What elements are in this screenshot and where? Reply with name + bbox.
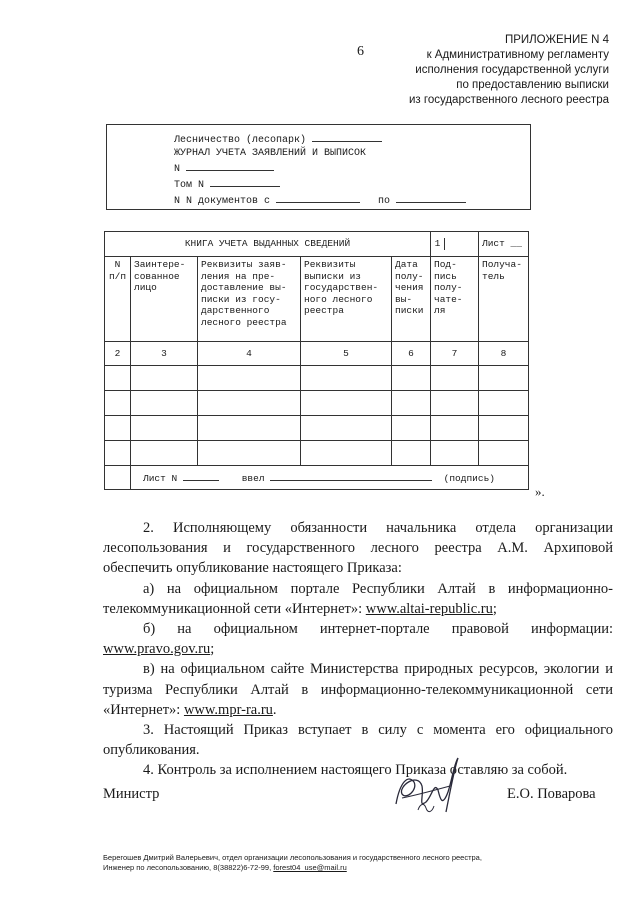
column-number: 2	[105, 342, 131, 366]
annex-header	[349, 33, 609, 108]
column-header: Под- пись полу- чате- ля	[431, 257, 479, 342]
annex-line: из государственного лесного реестра	[408, 94, 609, 106]
column-number: 3	[131, 342, 198, 366]
column-number: 8	[479, 342, 529, 366]
column-header: Получа- тель	[479, 257, 529, 342]
executor-line: Берегошев Дмитрий Валерьевич, отдел организации лесопользования и государственного лесного реестра,	[103, 853, 482, 862]
column-number: 7	[431, 342, 479, 366]
blank-field	[186, 160, 274, 171]
column-number: 5	[301, 342, 392, 366]
annex-line: к Административному регламенту	[426, 49, 609, 61]
blank-field	[396, 192, 466, 203]
column-header: N п/п	[105, 257, 131, 342]
mpr-ra-link[interactable]: www.mpr-ra.ru	[183, 701, 273, 718]
sheet-label: Лист __	[479, 232, 529, 257]
handwritten-signature	[388, 752, 468, 822]
punctuation: ;	[210, 641, 215, 658]
journal-title: ЖУРНАЛ УЧЕТА ЗАЯВЛЕНИЙ И ВЫПИСОК	[174, 148, 367, 159]
column-header: Дата полу- чения вы- писки	[392, 257, 431, 342]
document-footer	[103, 853, 482, 873]
blank-field	[276, 192, 360, 203]
footer-sheet-label: Лист N	[143, 473, 178, 485]
paragraph-2b	[103, 619, 613, 659]
column-header: Заинтере- сованное лицо	[131, 257, 198, 342]
annex-line: исполнения государственной услуги	[415, 64, 609, 76]
journal-table-title: КНИГА УЧЕТА ВЫДАННЫХ СВЕДЕНИЙ	[105, 232, 431, 257]
paragraph-text: а) на официальном портале Республики Алтай в информационно-телекоммуникационной сети «Интернет»:	[103, 580, 613, 617]
table-row	[105, 391, 529, 416]
paragraph-2c	[103, 659, 613, 720]
blank-field	[270, 470, 432, 481]
journal-table	[104, 231, 529, 490]
footer-entered-label: ввел	[241, 473, 265, 485]
blank-field	[183, 470, 219, 481]
altai-republic-link[interactable]: www.altai-republic.ru	[365, 600, 493, 617]
order-body	[103, 518, 613, 781]
documents-to-label: по	[378, 196, 391, 207]
email-link[interactable]: forest04_use@mail.ru	[273, 863, 347, 872]
table-row	[105, 416, 529, 441]
journal-footer-row	[131, 466, 529, 490]
pravo-gov-link[interactable]: www.pravo.gov.ru	[103, 641, 211, 658]
column-number: 6	[392, 342, 431, 366]
column-number: 4	[198, 342, 301, 366]
signatory-position: Министр	[103, 786, 160, 802]
sheet-number: 1	[431, 238, 445, 250]
column-header: Реквизиты заяв- ления на пре- доставление вы- писки из госу- дарственного лесного реестра	[198, 257, 301, 342]
annex-title: ПРИЛОЖЕНИЕ N 4	[504, 34, 609, 46]
punctuation: ;	[492, 600, 497, 617]
punctuation: .	[272, 701, 277, 718]
paragraph-text: б) на официальном интернет-портале правовой информации:	[143, 621, 613, 638]
forestry-label: Лесничество (лесопарк)	[174, 135, 307, 146]
column-header: Реквизиты выписки из государствен- ного лесного реестра	[301, 257, 392, 342]
closing-quote: ».	[535, 484, 545, 499]
table-row	[105, 441, 529, 466]
paragraph-3: 3. Настоящий Приказ вступает в силу с момента его официального опубликования.	[103, 722, 613, 759]
contact-line	[103, 863, 482, 873]
signatory-name: Е.О. Поварова	[507, 786, 596, 802]
page-number: 6	[357, 44, 364, 59]
paragraph-2a	[103, 579, 613, 619]
footer-signature-label: (подпись)	[443, 473, 495, 485]
journal-header-box	[106, 124, 531, 210]
paragraph-4: 4. Контроль за исполнением настоящего Приказа оставляю за собой.	[143, 762, 568, 779]
number-label: N	[174, 164, 181, 175]
volume-label: Том N	[174, 180, 205, 191]
annex-line: по предоставлению выписки	[456, 79, 609, 91]
table-row	[105, 366, 529, 391]
blank-field	[312, 131, 382, 142]
paragraph-2: 2. Исполняющему обязанности начальника отдела организации лесопользования и государственного лесного реестра А.М. Архиповой обеспечить опубликование настоящего Приказа:	[103, 520, 613, 577]
documents-from-label: N N документов с	[174, 196, 271, 207]
blank-field	[210, 176, 280, 187]
paragraph-text: в) на официальном сайте Министерства природных ресурсов, экологии и туризма Республики Алтай в информационно-телекоммуникационной сети «Интернет»:	[103, 661, 613, 718]
contact-text: Инженер по лесопользованию, 8(38822)6-72-99,	[103, 863, 274, 872]
